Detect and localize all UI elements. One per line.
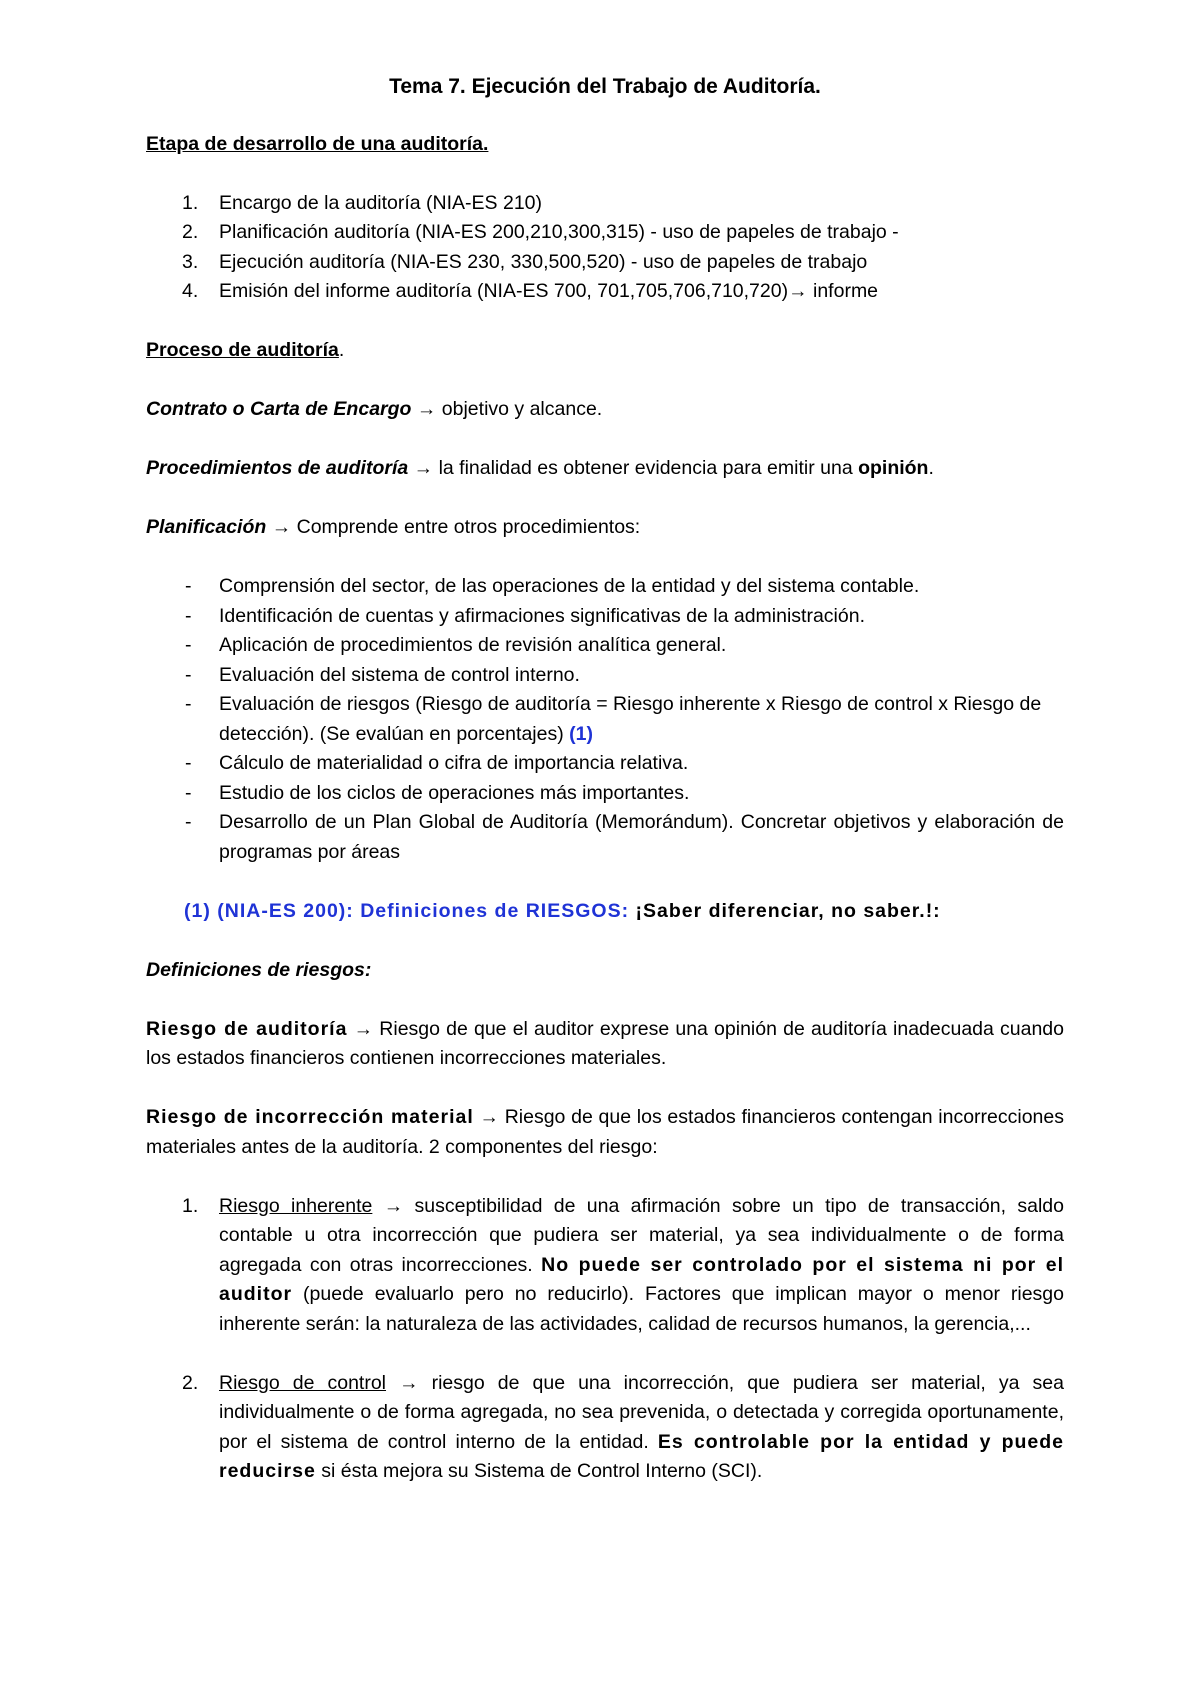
contrato-text: → objetivo y alcance. [411,398,603,420]
componente-label: Riesgo de control [219,1371,387,1394]
list-item-text: Aplicación de procedimientos de revisión analítica general. [219,634,727,656]
list-dash: - [185,575,192,597]
list-item-text: Evaluación de riesgos (Riesgo de auditoría = Riesgo inherente x Riesgo de control x Riesgo de detección). (Se evalúan en porcentajes) [219,693,1042,745]
list-item [146,189,1064,219]
list-item-text: Estudio de los ciclos de operaciones más importantes. [219,781,690,804]
riesgo-incorreccion-label: Riesgo de incorrección material [146,1106,474,1128]
list-item-text: Cálculo de materialidad o cifra de importancia relativa. [219,752,689,774]
definiciones-heading-text: Definiciones de riesgos: [146,958,372,981]
proceso-heading-period: . [338,339,345,361]
list-dash: - [185,811,192,833]
list-dash: - [185,663,192,686]
definiciones-heading [146,956,1064,986]
list-number: 3. [182,250,199,273]
list-item [146,779,1064,809]
planificacion-label: Planificación [146,516,267,538]
list-item [146,631,1064,661]
contrato-paragraph [146,395,1064,425]
procedimientos-text: → la finalidad es obtener evidencia para emitir una [408,457,859,479]
footnote-ref: (1) [569,722,593,745]
procedimientos-label: Procedimientos de auditoría [146,457,409,479]
componente-label: Riesgo inherente [219,1194,373,1217]
list-number: 4. [182,280,199,302]
list-dash: - [185,752,192,774]
procedimientos-paragraph [146,454,1064,484]
list-item [146,749,1064,779]
list-dash: - [185,781,192,804]
riesgo-auditoria-paragraph [146,1015,1064,1074]
list-number: 2. [182,221,199,243]
list-item [146,1192,1064,1340]
list-item [146,808,1064,867]
list-number: 1. [182,1194,199,1217]
riesgo-incorreccion-text: → Riesgo de que los estados financieros contengan incorrecciones materiales antes de la auditoría. 2 componentes del riesgo: [146,1106,1064,1158]
componentes-list [146,1192,1064,1487]
list-dash: - [185,604,192,627]
componente-text: → susceptibilidad de una afirmación sobre un tipo de transacción, saldo contable u otra incorrección que pudiera ser material, ya sea individualmente o de forma agregada con otras incorrecciones. [219,1194,1064,1276]
section-heading-etapa: Etapa de desarrollo de una auditoría. [146,132,489,155]
list-item [146,661,1064,691]
riesgo-auditoria-text: → Riesgo de que el auditor exprese una opinión de auditoría inadecuada cuando los estados financieros contienen incorrecciones materiales. [146,1017,1064,1069]
list-item [146,277,1064,307]
list-item [146,248,1064,278]
planificacion-paragraph [146,513,1064,543]
list-item [146,602,1064,632]
list-item-text: Evaluación del sistema de control interno. [219,663,580,686]
etapa-list [146,189,1064,307]
procedimientos-bold: opinión [858,457,929,479]
list-item-text: Identificación de cuentas y afirmaciones significativas de la administración. [219,604,865,627]
footnote-black: ¡Saber diferenciar, no saber.!: [629,899,941,922]
planificacion-text: → Comprende entre otros procedimientos: [266,516,641,538]
componente-text-2: (puede evaluarlo pero no reducirlo). Factores que implican mayor o menor riesgo inherente serán: la naturaleza de las actividades, calidad de recursos humanos, la gerencia,... [219,1283,1064,1335]
list-item-text: Planificación auditoría (NIA-ES 200,210,300,315) - uso de papeles de trabajo - [219,221,899,243]
list-item-text: Emisión del informe auditoría (NIA-ES 700, 701,705,706,710,720)→ informe [219,280,879,302]
riesgo-auditoria-label: Riesgo de auditoría [146,1017,348,1040]
page-title: Tema 7. Ejecución del Trabajo de Auditoría. [389,75,821,98]
list-dash: - [185,693,192,715]
list-item-text: Ejecución auditoría (NIA-ES 230, 330,500,520) - uso de papeles de trabajo [219,250,868,273]
list-item [146,572,1064,602]
contrato-label: Contrato o Carta de Encargo [146,398,412,420]
footnote-blue: (1) (NIA-ES 200): Definiciones de RIESGOS: [184,899,630,922]
componente-text-2: si ésta mejora su Sistema de Control Interno (SCI). [315,1460,763,1482]
document-content [146,72,1064,1516]
planificacion-list [146,572,1064,867]
list-item-text: Encargo de la auditoría (NIA-ES 210) [219,191,543,214]
list-item [146,690,1064,749]
list-item-text: Desarrollo de un Plan Global de Auditoría (Memorándum). Concretar objetivos y elaboración de programas por áreas [219,811,1064,863]
componente-bold: No puede ser controlado por el sistema ni por el auditor [219,1253,1064,1305]
proceso-heading-text: Proceso de auditoría [146,339,339,361]
list-dash: - [185,634,192,656]
list-number: 1. [182,191,199,214]
riesgo-incorreccion-paragraph [146,1103,1064,1162]
list-item [146,218,1064,248]
list-item-text: Comprensión del sector, de las operaciones de la entidad y del sistema contable. [219,575,920,597]
componente-bold: Es controlable por la entidad y puede reducirse [219,1430,1065,1482]
section-heading-proceso [146,336,1064,366]
list-item [146,1369,1064,1487]
procedimientos-end: . [928,457,934,479]
footnote-line [146,897,1064,927]
list-number: 2. [182,1371,199,1394]
componente-text: → riesgo de que una incorrección, que pudiera ser material, ya sea individualmente o de forma agregada, no sea prevenida, o detectada y corregida oportunamente, por el sistema de control interno de la entidad. [219,1371,1064,1453]
